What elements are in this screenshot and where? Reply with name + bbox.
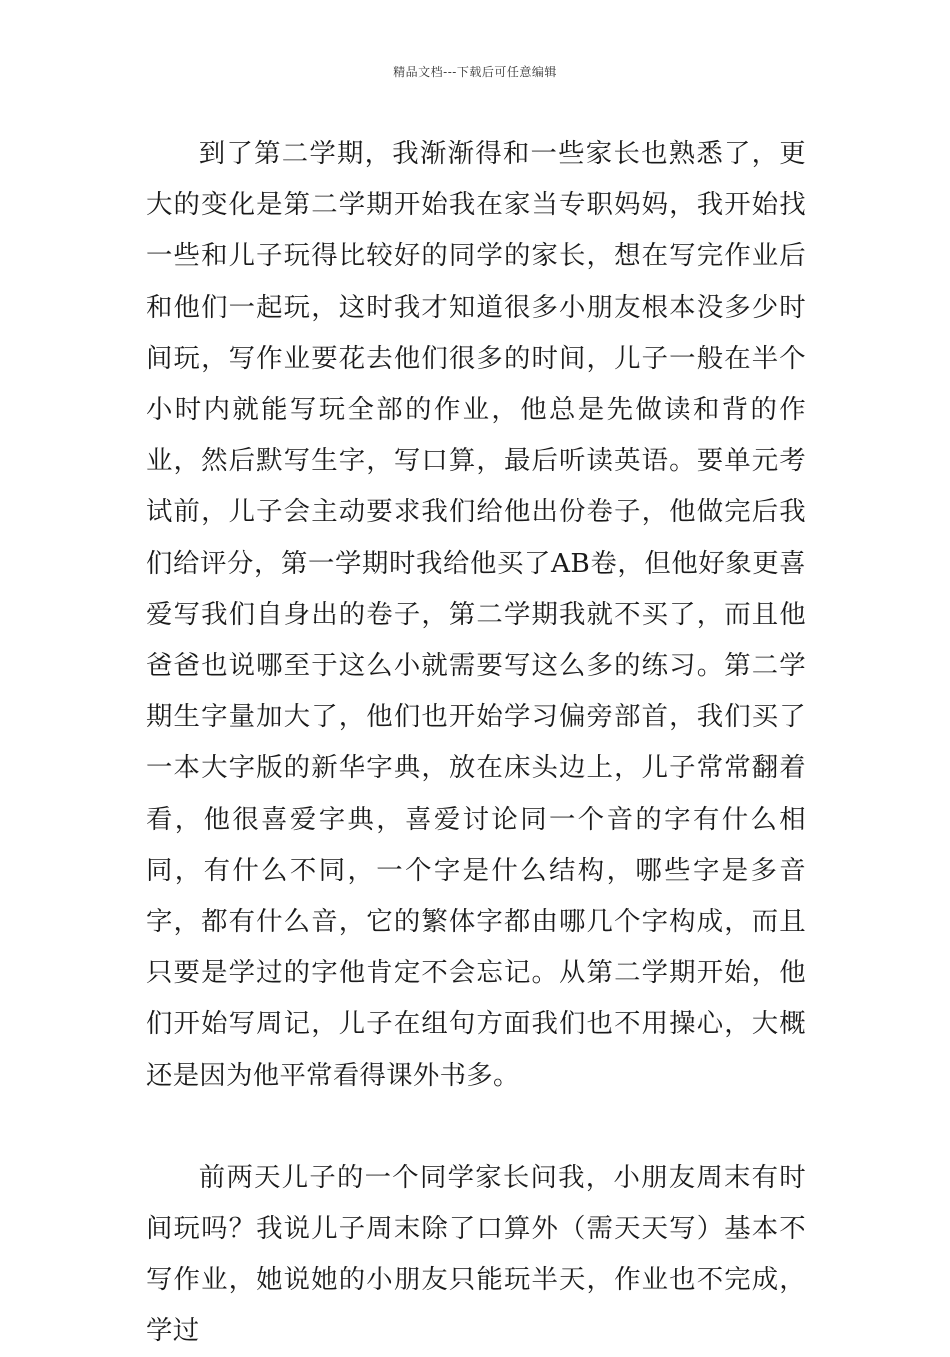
paragraph-2: 前两天儿子的一个同学家长问我，小朋友周末有时间玩吗？我说儿子周末除了口算外（需天天写）基本不写作业，她说她的小朋友只能玩半天，作业也不完成，学过 [146,1161,806,1347]
page-header: 精品文档---下载后可任意编辑 [393,65,557,79]
paragraph-1: 到了第二学期，我渐渐得和一些家长也熟悉了，更大的变化是第二学期开始我在家当专职妈妈，我开始找一些和儿子玩得比较好的同学的家长，想在写完作业后和他们一起玩，这时我才知道很多小朋友根本没多少时间玩，写作业要花去他们很多的时间，儿子一般在半个小时内就能写玩全部的作业，他总是先做读和背的作业，然后默写生字，写口算，最后听读英语。要单元考试前，儿子会主动要求我们给他出份卷子，他做完后我们给评分，第一学期时我给他买了AB卷，但他好象更喜爱写我们自身出的卷子，第二学期我就不买了，而且他爸爸也说哪至于这么小就需要写这么多的练习。第二学期生字量加大了，他们也开始学习偏旁部首，我们买了一本大字版的新华字典，放在床头边上，儿子常常翻着看，他很喜爱字典，喜爱讨论同一个音的字有什么相同，有什么不同，一个字是什么结构，哪些字是多音字，都有什么音，它的繁体字都由哪几个字构成，而且只要是学过的字他肯定不会忘记。从第二学期开始，他们开始写周记，儿子在组句方面我们也不用操心，大概还是因为他平常看得课外书多。 [146,138,806,1091]
document-body [146,128,806,1357]
